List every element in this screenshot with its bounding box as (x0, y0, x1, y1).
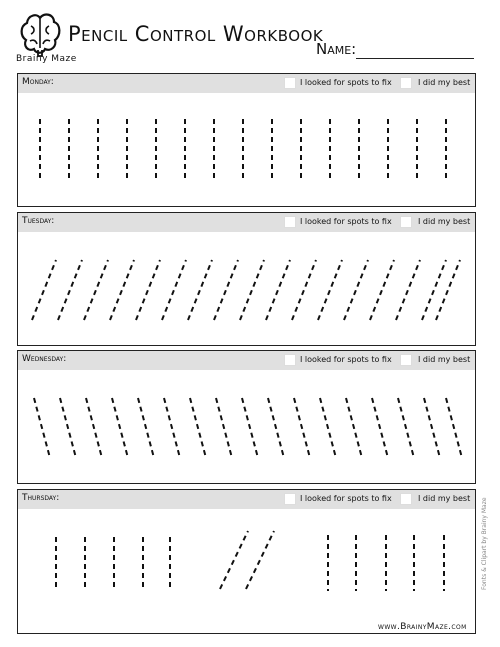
did-my-best-checkbox[interactable] (400, 77, 412, 89)
website-link[interactable]: www.BrainyMaze.com (378, 622, 467, 632)
looked-for-spots-label: I looked for spots to fix (300, 494, 392, 503)
brand-name: Brainy Maze (16, 54, 77, 64)
day-label: Wednesday: (22, 354, 67, 364)
looked-for-spots-checkbox[interactable] (284, 216, 296, 228)
tuesday-panel (17, 212, 476, 346)
tracing-area (18, 370, 474, 482)
dashed-trace-lines (40, 119, 446, 179)
page-title: Pencil Control Workbook (68, 22, 324, 46)
looked-for-spots-label: I looked for spots to fix (300, 355, 392, 364)
panel-header (18, 74, 475, 93)
tracing-area (18, 232, 474, 344)
did-my-best-label: I did my best (418, 217, 471, 226)
dashed-trace-lines (34, 398, 462, 458)
day-label: Tuesday: (22, 216, 55, 226)
did-my-best-checkbox[interactable] (400, 493, 412, 505)
name-label: Name: (316, 40, 357, 58)
looked-for-spots-label: I looked for spots to fix (300, 78, 392, 87)
tracing-area (18, 93, 474, 205)
looked-for-spots-checkbox[interactable] (284, 493, 296, 505)
panel-header (18, 490, 475, 509)
dashed-trace-lines (56, 531, 444, 591)
looked-for-spots-label: I looked for spots to fix (300, 217, 392, 226)
wednesday-panel (17, 350, 476, 484)
credit-text: Fonts & Clipart by Brainy Maze (481, 497, 488, 590)
did-my-best-checkbox[interactable] (400, 216, 412, 228)
tracing-area (18, 509, 474, 629)
did-my-best-label: I did my best (418, 78, 471, 87)
panel-header (18, 351, 475, 370)
monday-panel (17, 73, 476, 207)
looked-for-spots-checkbox[interactable] (284, 354, 296, 366)
did-my-best-checkbox[interactable] (400, 354, 412, 366)
day-label: Thursday: (22, 493, 60, 503)
thursday-panel (17, 489, 476, 634)
panel-header (18, 213, 475, 232)
looked-for-spots-checkbox[interactable] (284, 77, 296, 89)
did-my-best-label: I did my best (418, 494, 471, 503)
day-label: Monday: (22, 77, 54, 87)
name-field[interactable] (356, 58, 474, 59)
did-my-best-label: I did my best (418, 355, 471, 364)
dashed-trace-lines (32, 260, 460, 320)
